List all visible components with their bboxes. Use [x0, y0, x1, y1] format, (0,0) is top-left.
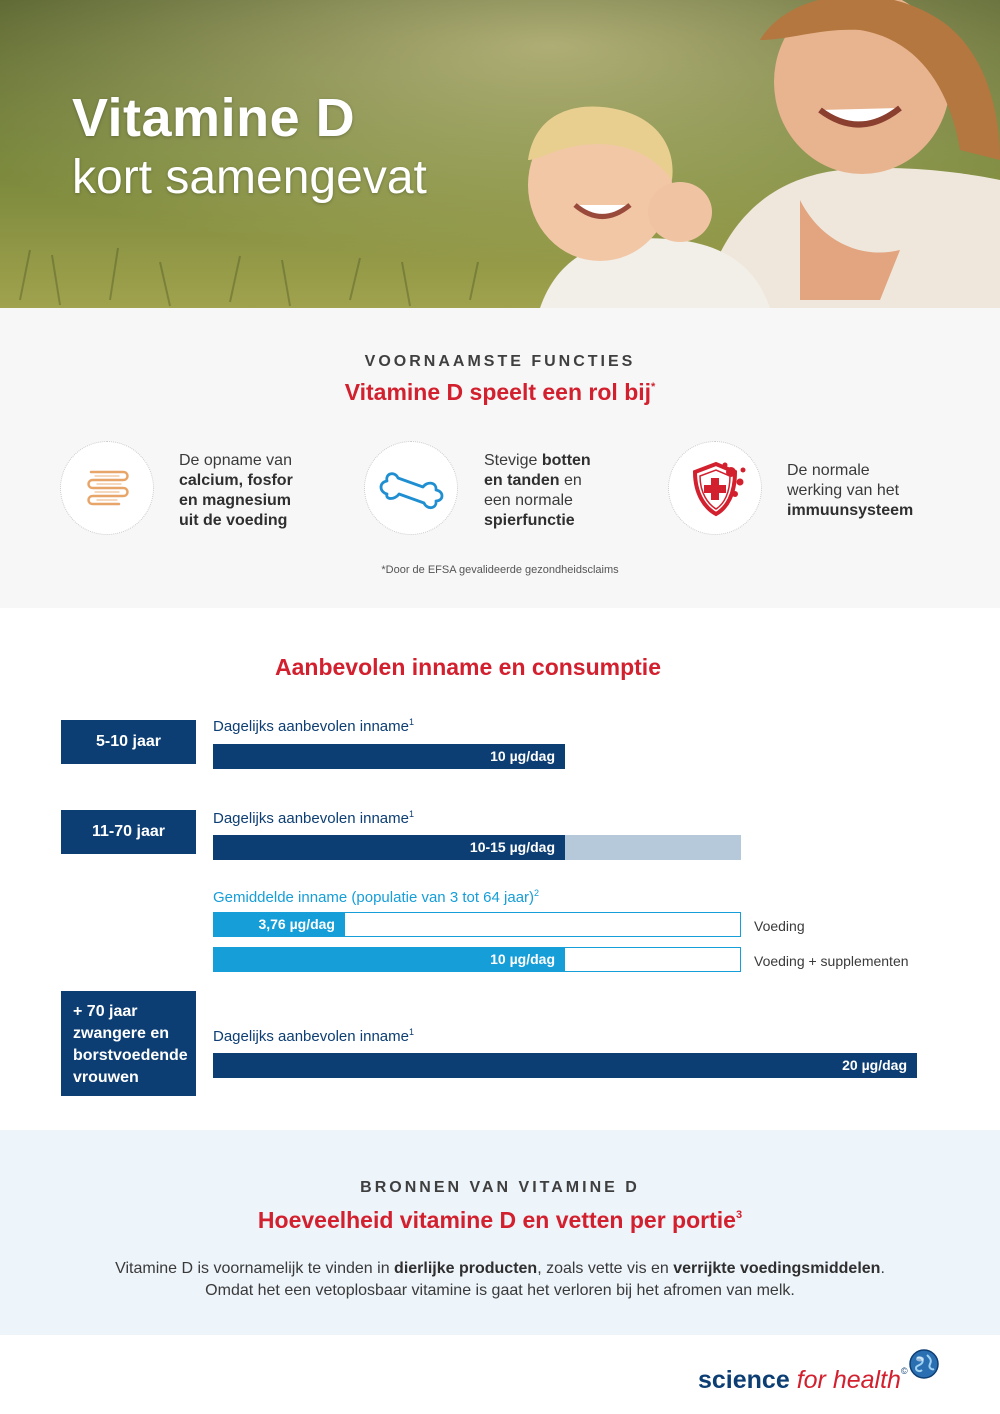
globe-icon	[908, 1348, 940, 1380]
recommended-label-5-10	[213, 718, 414, 735]
bar-11-70	[213, 835, 741, 860]
recommended-label-70-plus	[213, 1028, 414, 1045]
functions-title	[0, 379, 1000, 406]
sources-title-text: Hoeveelheid vitamine D en vetten per portie	[257, 1207, 736, 1233]
recommended-label-sup: 1	[408, 717, 414, 727]
function-2-line-1a: Stevige	[484, 452, 542, 469]
bar-70-plus-value: 20 µg/dag	[842, 1057, 907, 1073]
function-1-line-4: uit de voeding	[179, 512, 288, 529]
bar-average-food	[213, 912, 741, 937]
logo-part-2: for health	[796, 1366, 901, 1394]
bar-average-food-value: 3,76 µg/dag	[258, 916, 335, 932]
functions-section	[0, 308, 1000, 608]
side-label-food-supplements: Voeding + supplementen	[754, 953, 909, 969]
functions-title-text: Vitamine D speelt een rol bij	[344, 379, 652, 405]
bar-11-70-value: 10-15 µg/dag	[469, 839, 555, 855]
function-2-line-2b: en	[559, 472, 582, 489]
function-2-line-4: spierfunctie	[484, 512, 575, 529]
bone-icon	[364, 441, 458, 535]
sources-line-1-c: , zoals vette vis en	[537, 1260, 674, 1277]
recommended-label-text: Dagelijks aanbevolen inname	[213, 810, 409, 827]
average-intake-label-text: Gemiddelde inname (populatie van 3 tot 64 jaar)	[213, 889, 535, 906]
age-box-5-10	[61, 720, 196, 764]
age-label-5-10: 5-10 jaar	[96, 733, 161, 750]
age-label-11-70: 11-70 jaar	[92, 823, 165, 840]
hero-banner	[0, 0, 1000, 308]
function-2-line-2a: en tanden	[484, 472, 560, 489]
functions-footnote: *Door de EFSA gevalideerde gezondheidsclaims	[381, 564, 619, 576]
sources-line-1	[0, 1258, 1000, 1280]
functions-eyebrow: VOORNAAMSTE FUNCTIES	[364, 353, 636, 370]
function-text-3	[787, 461, 913, 521]
function-1-line-3: en magnesium	[179, 492, 292, 509]
hero-title: Vitamine D	[72, 88, 356, 148]
average-intake-label-sup: 2	[534, 888, 540, 898]
function-3-line-3: immuunsysteem	[787, 502, 914, 519]
recommended-label-text: Dagelijks aanbevolen inname	[213, 1028, 409, 1045]
functions-title-marker: *	[651, 381, 656, 393]
sources-body	[0, 1258, 1000, 1302]
bar-average-supplements-value: 10 µg/dag	[490, 951, 555, 967]
intake-title: Aanbevolen inname en consumptie	[275, 654, 661, 680]
logo-part-1: science	[698, 1366, 790, 1394]
age-line-4: vrouwen	[73, 1069, 139, 1086]
function-1-line-2: calcium, fosfor	[179, 472, 293, 489]
function-text-2	[484, 451, 591, 531]
average-intake-label	[213, 889, 539, 906]
function-2-line-1b: botten	[541, 452, 591, 469]
age-line-3: borstvoedende	[73, 1047, 188, 1064]
hero-subtitle: kort samengevat	[72, 151, 427, 204]
age-line-2: zwangere en	[73, 1025, 170, 1042]
recommended-label-11-70	[213, 810, 414, 827]
recommended-label-sup: 1	[408, 1027, 414, 1037]
sources-section	[0, 1130, 1000, 1335]
side-label-food: Voeding	[754, 918, 805, 934]
sources-line-1-a: Vitamine D is voornamelijk te vinden in	[115, 1260, 395, 1277]
science-for-health-logo	[698, 1366, 908, 1395]
bar-5-10-value: 10 µg/dag	[490, 748, 555, 764]
age-box-11-70	[61, 810, 196, 854]
function-3-line-1: De normale	[787, 462, 870, 479]
age-line-1: + 70 jaar	[73, 1003, 138, 1020]
sources-line-2: Omdat het een vetoplosbaar vitamine is gaat het verloren bij het afromen van melk.	[205, 1282, 795, 1299]
sources-title	[0, 1207, 1000, 1234]
function-1-line-1: De opname van	[179, 452, 292, 469]
sources-line-1-b: dierlijke producten	[394, 1260, 538, 1277]
recommended-label-text: Dagelijks aanbevolen inname	[213, 718, 409, 735]
function-2-line-3: een normale	[484, 492, 573, 509]
sources-title-sup: 3	[735, 1209, 743, 1221]
recommended-label-sup: 1	[408, 809, 414, 819]
logo-mark: ©	[900, 1366, 908, 1376]
sources-line-1-d: verrijkte voedingsmiddelen	[673, 1260, 881, 1277]
bar-average-supplements	[213, 947, 741, 972]
function-3-line-2: werking van het	[787, 482, 900, 499]
age-box-70-plus	[61, 991, 196, 1096]
immune-shield-icon	[668, 441, 762, 535]
function-text-1	[179, 451, 293, 531]
sources-line-1-e: .	[880, 1260, 885, 1277]
intestine-icon	[60, 441, 154, 535]
sources-eyebrow: BRONNEN VAN VITAMINE D	[360, 1179, 640, 1196]
